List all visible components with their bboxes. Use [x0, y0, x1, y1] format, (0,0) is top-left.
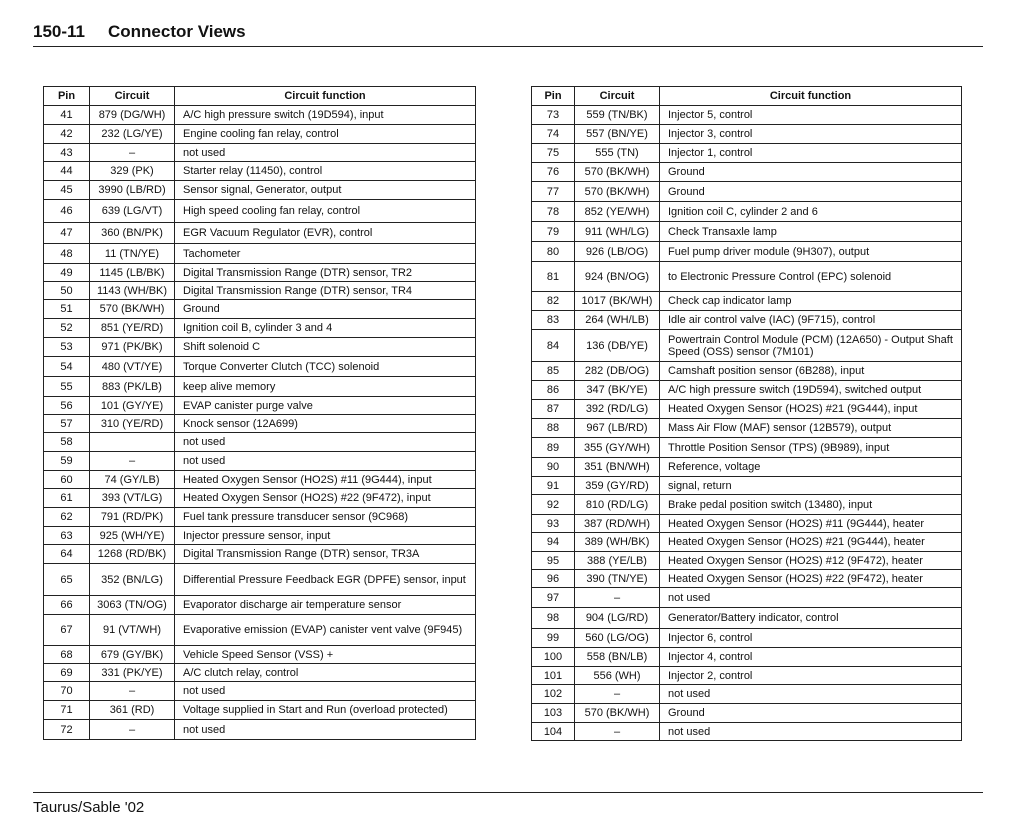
table-row [44, 264, 476, 282]
function-cell: Heated Oxygen Sensor (HO2S) #11 (9G444), input [175, 471, 476, 489]
pin-cell: 101 [532, 667, 575, 685]
pin-cell: 82 [532, 292, 575, 311]
pin-cell: 77 [532, 182, 575, 202]
table-row [532, 222, 962, 242]
table-row [532, 163, 962, 182]
pin-cell: 69 [44, 664, 90, 682]
pin-cell: 74 [532, 125, 575, 144]
pin-cell: 88 [532, 419, 575, 438]
pin-cell: 54 [44, 357, 90, 377]
pin-cell: 48 [44, 244, 90, 264]
circuit-cell: 924 (BN/OG) [575, 262, 660, 292]
function-cell: Generator/Battery indicator, control [660, 608, 962, 629]
table-header-row [44, 87, 476, 106]
table-row [44, 338, 476, 357]
table-row [44, 664, 476, 682]
circuit-cell: 810 (RD/LG) [575, 495, 660, 515]
pin-cell: 103 [532, 704, 575, 723]
pin-cell: 71 [44, 701, 90, 720]
table-row [44, 223, 476, 244]
function-cell: Heated Oxygen Sensor (HO2S) #21 (9G444), heater [660, 533, 962, 552]
table-row [532, 570, 962, 588]
function-cell: Ground [660, 704, 962, 723]
pin-column-header: Pin [532, 87, 575, 106]
table-row [44, 125, 476, 144]
table-row [44, 720, 476, 740]
circuit-cell: 351 (BN/WH) [575, 458, 660, 477]
function-cell: Injector 4, control [660, 648, 962, 667]
pin-cell: 43 [44, 144, 90, 162]
table-row [532, 381, 962, 400]
pin-cell: 42 [44, 125, 90, 144]
pin-cell: 46 [44, 200, 90, 223]
function-cell: EGR Vacuum Regulator (EVR), control [175, 223, 476, 244]
table-row [44, 244, 476, 264]
circuit-cell: – [90, 452, 175, 471]
connector-table-right [531, 86, 962, 741]
function-cell: Ground [660, 163, 962, 182]
pin-cell: 70 [44, 682, 90, 701]
pin-cell: 55 [44, 377, 90, 397]
pin-cell: 61 [44, 489, 90, 508]
circuit-cell: 11 (TN/YE) [90, 244, 175, 264]
pin-cell: 65 [44, 564, 90, 596]
circuit-cell: 926 (LB/OG) [575, 242, 660, 262]
function-cell: Throttle Position Sensor (TPS) (9B989), input [660, 438, 962, 458]
table-row [532, 704, 962, 723]
table-row [532, 533, 962, 552]
circuit-cell: 136 (DB/YE) [575, 330, 660, 362]
pin-cell: 79 [532, 222, 575, 242]
table-row [532, 723, 962, 741]
pin-cell: 93 [532, 515, 575, 533]
circuit-cell: 911 (WH/LG) [575, 222, 660, 242]
pin-cell: 92 [532, 495, 575, 515]
function-column-header: Circuit function [660, 87, 962, 106]
pin-cell: 44 [44, 162, 90, 181]
function-cell: Check Transaxle lamp [660, 222, 962, 242]
function-cell: Heated Oxygen Sensor (HO2S) #22 (9F472), input [175, 489, 476, 508]
circuit-cell: 3063 (TN/OG) [90, 596, 175, 615]
circuit-cell: 904 (LG/RD) [575, 608, 660, 629]
circuit-cell: – [575, 588, 660, 608]
function-cell: Injector 5, control [660, 106, 962, 125]
circuit-cell: 347 (BK/YE) [575, 381, 660, 400]
pin-cell: 104 [532, 723, 575, 741]
function-cell: Heated Oxygen Sensor (HO2S) #11 (9G444), heater [660, 515, 962, 533]
table-row [532, 311, 962, 330]
function-cell: Vehicle Speed Sensor (VSS) + [175, 646, 476, 664]
pin-cell: 51 [44, 300, 90, 319]
function-cell: Mass Air Flow (MAF) sensor (12B579), output [660, 419, 962, 438]
table-row [532, 242, 962, 262]
pin-cell: 95 [532, 552, 575, 570]
function-cell: Evaporator discharge air temperature sensor [175, 596, 476, 615]
table-row [532, 495, 962, 515]
function-cell: Evaporative emission (EVAP) canister vent valve (9F945) [175, 615, 476, 646]
function-cell: Heated Oxygen Sensor (HO2S) #22 (9F472), heater [660, 570, 962, 588]
pin-cell: 64 [44, 545, 90, 564]
table-row [44, 106, 476, 125]
page-footer: Taurus/Sable '02 [33, 799, 145, 816]
pin-cell: 45 [44, 181, 90, 200]
pin-cell: 68 [44, 646, 90, 664]
circuit-column-header: Circuit [90, 87, 175, 106]
pin-cell: 63 [44, 527, 90, 545]
table-header-row [532, 87, 962, 106]
function-cell: Ignition coil B, cylinder 3 and 4 [175, 319, 476, 338]
table-row [44, 181, 476, 200]
table-row [44, 646, 476, 664]
table-row [44, 471, 476, 489]
function-cell: not used [175, 682, 476, 701]
table-row [44, 615, 476, 646]
function-cell: A/C clutch relay, control [175, 664, 476, 682]
pin-cell: 73 [532, 106, 575, 125]
function-cell: not used [175, 433, 476, 452]
circuit-cell: 560 (LG/OG) [575, 629, 660, 648]
circuit-cell: 570 (BK/WH) [575, 182, 660, 202]
page-title: Connector Views [108, 22, 246, 41]
page-header [33, 20, 983, 47]
table-row [532, 648, 962, 667]
function-cell: Ground [660, 182, 962, 202]
circuit-cell: 639 (LG/VT) [90, 200, 175, 223]
pin-cell: 50 [44, 282, 90, 300]
function-cell: Knock sensor (12A699) [175, 415, 476, 433]
circuit-cell: 851 (YE/RD) [90, 319, 175, 338]
function-cell: Brake pedal position switch (13480), input [660, 495, 962, 515]
table-row [44, 162, 476, 181]
table-row [532, 144, 962, 163]
pin-cell: 67 [44, 615, 90, 646]
circuit-cell: 101 (GY/YE) [90, 397, 175, 415]
circuit-cell: 791 (RD/PK) [90, 508, 175, 527]
pin-cell: 99 [532, 629, 575, 648]
circuit-cell: – [90, 144, 175, 162]
function-cell: Digital Transmission Range (DTR) sensor, TR4 [175, 282, 476, 300]
table-row [44, 300, 476, 319]
circuit-cell: 971 (PK/BK) [90, 338, 175, 357]
pin-cell: 84 [532, 330, 575, 362]
table-row [44, 282, 476, 300]
circuit-cell: 393 (VT/LG) [90, 489, 175, 508]
function-cell: Heated Oxygen Sensor (HO2S) #21 (9G444), input [660, 400, 962, 419]
function-cell: Ignition coil C, cylinder 2 and 6 [660, 202, 962, 222]
circuit-cell: 557 (BN/YE) [575, 125, 660, 144]
pin-cell: 98 [532, 608, 575, 629]
pin-cell: 47 [44, 223, 90, 244]
circuit-cell [90, 433, 175, 452]
table-row [44, 144, 476, 162]
pin-cell: 56 [44, 397, 90, 415]
function-cell: not used [175, 720, 476, 740]
pin-column-header: Pin [44, 87, 90, 106]
function-cell: Digital Transmission Range (DTR) sensor, TR2 [175, 264, 476, 282]
table-row [532, 438, 962, 458]
function-cell: Idle air control valve (IAC) (9F715), control [660, 311, 962, 330]
table-body [532, 106, 962, 741]
circuit-cell: 232 (LG/YE) [90, 125, 175, 144]
function-cell: keep alive memory [175, 377, 476, 397]
function-cell: Powertrain Control Module (PCM) (12A650) - Output Shaft Speed (OSS) sensor (7M101) [660, 330, 962, 362]
table-row [44, 200, 476, 223]
circuit-cell: 361 (RD) [90, 701, 175, 720]
pin-cell: 75 [532, 144, 575, 163]
function-column-header: Circuit function [175, 87, 476, 106]
table-row [532, 667, 962, 685]
table-row [44, 596, 476, 615]
function-cell: Injector 6, control [660, 629, 962, 648]
pin-cell: 66 [44, 596, 90, 615]
table-row [532, 588, 962, 608]
function-cell: High speed cooling fan relay, control [175, 200, 476, 223]
function-cell: A/C high pressure switch (19D594), switched output [660, 381, 962, 400]
circuit-cell: 91 (VT/WH) [90, 615, 175, 646]
pin-cell: 86 [532, 381, 575, 400]
table-row [44, 489, 476, 508]
function-cell: Injector 3, control [660, 125, 962, 144]
table-row [44, 397, 476, 415]
pin-cell: 59 [44, 452, 90, 471]
function-cell: Ground [175, 300, 476, 319]
pin-cell: 53 [44, 338, 90, 357]
table-row [532, 330, 962, 362]
circuit-cell: 282 (DB/OG) [575, 362, 660, 381]
circuit-cell: 679 (GY/BK) [90, 646, 175, 664]
circuit-cell: 570 (BK/WH) [575, 704, 660, 723]
circuit-cell: 967 (LB/RD) [575, 419, 660, 438]
table-row [44, 701, 476, 720]
function-cell: Starter relay (11450), control [175, 162, 476, 181]
circuit-cell: 1145 (LB/BK) [90, 264, 175, 282]
table-row [532, 106, 962, 125]
table-row [44, 682, 476, 701]
table-row [532, 202, 962, 222]
circuit-cell: 558 (BN/LB) [575, 648, 660, 667]
pin-cell: 90 [532, 458, 575, 477]
pin-cell: 97 [532, 588, 575, 608]
function-cell: not used [175, 452, 476, 471]
table-row [532, 458, 962, 477]
circuit-cell: 570 (BK/WH) [575, 163, 660, 182]
circuit-cell: 556 (WH) [575, 667, 660, 685]
table-row [532, 608, 962, 629]
pin-cell: 81 [532, 262, 575, 292]
circuit-cell: 331 (PK/YE) [90, 664, 175, 682]
table-row [532, 400, 962, 419]
pin-cell: 78 [532, 202, 575, 222]
function-cell: A/C high pressure switch (19D594), input [175, 106, 476, 125]
pin-cell: 87 [532, 400, 575, 419]
circuit-cell: 392 (RD/LG) [575, 400, 660, 419]
pin-cell: 58 [44, 433, 90, 452]
table-row [532, 552, 962, 570]
function-cell: not used [660, 723, 962, 741]
pin-cell: 57 [44, 415, 90, 433]
function-cell: Heated Oxygen Sensor (HO2S) #12 (9F472), heater [660, 552, 962, 570]
pin-cell: 100 [532, 648, 575, 667]
circuit-cell: 480 (VT/YE) [90, 357, 175, 377]
function-cell: not used [175, 144, 476, 162]
circuit-cell: 1268 (RD/BK) [90, 545, 175, 564]
pin-cell: 102 [532, 685, 575, 704]
table-row [44, 319, 476, 338]
function-cell: signal, return [660, 477, 962, 495]
function-cell: Camshaft position sensor (6B288), input [660, 362, 962, 381]
pin-cell: 89 [532, 438, 575, 458]
table-row [532, 629, 962, 648]
table-row [44, 377, 476, 397]
table-row [44, 508, 476, 527]
function-cell: Fuel pump driver module (9H307), output [660, 242, 962, 262]
circuit-column-header: Circuit [575, 87, 660, 106]
circuit-cell: 883 (PK/LB) [90, 377, 175, 397]
function-cell: Voltage supplied in Start and Run (overload protected) [175, 701, 476, 720]
function-cell: Injector 1, control [660, 144, 962, 163]
pin-cell: 49 [44, 264, 90, 282]
connector-table-left [43, 86, 476, 740]
pin-cell: 72 [44, 720, 90, 740]
function-cell: Injector pressure sensor, input [175, 527, 476, 545]
function-cell: Shift solenoid C [175, 338, 476, 357]
table-row [44, 545, 476, 564]
table-row [44, 527, 476, 545]
circuit-cell: 1017 (BK/WH) [575, 292, 660, 311]
table-row [532, 262, 962, 292]
pin-cell: 62 [44, 508, 90, 527]
circuit-cell: 3990 (LB/RD) [90, 181, 175, 200]
pin-cell: 76 [532, 163, 575, 182]
circuit-cell: 264 (WH/LB) [575, 311, 660, 330]
circuit-cell: – [90, 720, 175, 740]
pin-cell: 80 [532, 242, 575, 262]
circuit-cell: 555 (TN) [575, 144, 660, 163]
pin-cell: 94 [532, 533, 575, 552]
footer-rule [33, 792, 983, 793]
function-cell: Injector 2, control [660, 667, 962, 685]
function-cell: not used [660, 588, 962, 608]
function-cell: EVAP canister purge valve [175, 397, 476, 415]
table-row [44, 433, 476, 452]
circuit-cell: 388 (YE/LB) [575, 552, 660, 570]
table-row [44, 415, 476, 433]
function-cell: Differential Pressure Feedback EGR (DPFE) sensor, input [175, 564, 476, 596]
circuit-cell: 389 (WH/BK) [575, 533, 660, 552]
table-row [532, 477, 962, 495]
circuit-cell: 879 (DG/WH) [90, 106, 175, 125]
function-cell: Tachometer [175, 244, 476, 264]
table-row [532, 419, 962, 438]
page-number: 150-11 [33, 22, 85, 41]
circuit-cell: 570 (BK/WH) [90, 300, 175, 319]
circuit-cell: 352 (BN/LG) [90, 564, 175, 596]
pin-cell: 91 [532, 477, 575, 495]
pin-cell: 52 [44, 319, 90, 338]
table-row [532, 685, 962, 704]
table-row [44, 452, 476, 471]
pin-cell: 83 [532, 311, 575, 330]
circuit-cell: 329 (PK) [90, 162, 175, 181]
table-row [44, 564, 476, 596]
circuit-cell: 355 (GY/WH) [575, 438, 660, 458]
circuit-cell: 852 (YE/WH) [575, 202, 660, 222]
pin-cell: 60 [44, 471, 90, 489]
circuit-cell: 74 (GY/LB) [90, 471, 175, 489]
function-cell: Check cap indicator lamp [660, 292, 962, 311]
circuit-cell: 310 (YE/RD) [90, 415, 175, 433]
circuit-cell: 387 (RD/WH) [575, 515, 660, 533]
circuit-cell: – [90, 682, 175, 701]
function-cell: not used [660, 685, 962, 704]
pin-cell: 85 [532, 362, 575, 381]
function-cell: Engine cooling fan relay, control [175, 125, 476, 144]
table-row [532, 292, 962, 311]
table-row [532, 515, 962, 533]
table-row [532, 182, 962, 202]
pin-cell: 96 [532, 570, 575, 588]
circuit-cell: – [575, 685, 660, 704]
circuit-cell: 559 (TN/BK) [575, 106, 660, 125]
table-row [44, 357, 476, 377]
table-row [532, 362, 962, 381]
function-cell: to Electronic Pressure Control (EPC) solenoid [660, 262, 962, 292]
circuit-cell: – [575, 723, 660, 741]
table-body [44, 106, 476, 740]
function-cell: Sensor signal, Generator, output [175, 181, 476, 200]
circuit-cell: 359 (GY/RD) [575, 477, 660, 495]
function-cell: Torque Converter Clutch (TCC) solenoid [175, 357, 476, 377]
function-cell: Digital Transmission Range (DTR) sensor, TR3A [175, 545, 476, 564]
circuit-cell: 1143 (WH/BK) [90, 282, 175, 300]
circuit-cell: 360 (BN/PK) [90, 223, 175, 244]
function-cell: Fuel tank pressure transducer sensor (9C968) [175, 508, 476, 527]
circuit-cell: 390 (TN/YE) [575, 570, 660, 588]
pin-cell: 41 [44, 106, 90, 125]
function-cell: Reference, voltage [660, 458, 962, 477]
circuit-cell: 925 (WH/YE) [90, 527, 175, 545]
table-row [532, 125, 962, 144]
